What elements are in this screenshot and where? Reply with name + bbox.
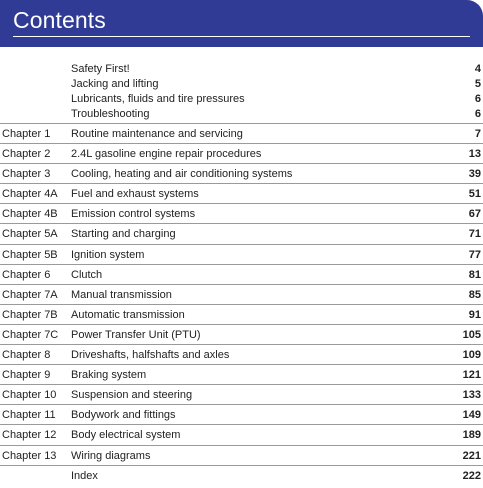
toc-page-number: 189 [462,429,481,442]
toc-entry-title: Clutch [71,268,103,281]
toc-entry-title: Body electrical system [71,429,181,442]
toc-entry-title: Fuel and exhaust systems [71,188,199,201]
toc-entry-title: 2.4L gasoline engine repair procedures [71,148,262,161]
toc-chapter-row[interactable] [0,445,483,465]
toc-page-number: 222 [462,469,481,482]
toc-page-number: 91 [468,308,481,321]
toc-chapter-number: Chapter 2 [2,148,51,161]
banner-underline [13,36,470,37]
toc-entry-title: Manual transmission [71,288,172,301]
toc-page-number: 6 [474,108,481,120]
toc-chapter-row[interactable] [0,344,483,364]
toc-chapter-number: Chapter 6 [2,268,51,281]
toc-chapter-number: Chapter 3 [2,168,51,181]
toc-entry-title: Index [71,469,98,482]
toc-page-number: 77 [468,248,481,261]
toc-entry-title: Power Transfer Unit (PTU) [71,328,201,341]
toc-entry-title: Cooling, heating and air conditioning systems [71,168,293,181]
toc-chapter-row[interactable] [0,404,483,424]
toc-entry-title: Wiring diagrams [71,449,151,462]
toc-chapter-number: Chapter 7A [2,288,58,301]
table-of-contents [0,58,483,485]
toc-chapter-number: Chapter 7C [2,328,59,341]
toc-chapter-row[interactable] [0,324,483,344]
toc-page-number: 133 [462,389,481,402]
toc-page-number: 13 [468,148,481,161]
toc-chapter-number: Chapter 13 [2,449,57,462]
toc-entry-title: Jacking and lifting [71,78,159,90]
toc-chapter-number: Chapter 11 [2,409,56,422]
toc-page-number: 149 [462,409,481,422]
toc-chapter-number: Chapter 9 [2,369,51,382]
toc-entry-title: Suspension and steering [71,389,193,402]
toc-chapter-row[interactable] [0,244,483,264]
toc-entry-title: Starting and charging [71,228,176,241]
contents-banner [0,0,483,47]
toc-page-number: 4 [474,63,481,75]
toc-chapter-row[interactable] [0,223,483,243]
toc-chapter-row[interactable] [0,424,483,444]
toc-chapter-number: Chapter 7B [2,308,58,321]
toc-chapter-number: Chapter 4A [2,188,58,201]
toc-entry-title: Automatic transmission [71,308,185,321]
toc-entry-title: Bodywork and fittings [71,409,176,422]
toc-entry-title: Lubricants, fluids and tire pressures [71,93,245,105]
toc-entry-title: Braking system [71,369,147,382]
toc-page-number: 109 [462,349,481,362]
toc-preface-row[interactable] [0,73,483,88]
toc-chapter-row[interactable] [0,183,483,203]
toc-chapter-row[interactable] [0,163,483,183]
toc-entry-title: Driveshafts, halfshafts and axles [71,349,230,362]
toc-page-number: 39 [468,168,481,181]
toc-page-number: 221 [462,449,481,462]
page-title: Contents [13,7,106,33]
toc-chapter-row[interactable] [0,384,483,404]
toc-entry-title: Emission control systems [71,208,196,221]
toc-page-number: 81 [468,268,481,281]
toc-page-number: 121 [462,369,481,382]
toc-chapter-number: Chapter 5B [2,248,58,261]
toc-chapter-number: Chapter 10 [2,389,57,402]
toc-page-number: 105 [462,328,481,341]
toc-chapter-number: Chapter 5A [2,228,58,241]
toc-index-row[interactable] [0,465,483,485]
toc-chapter-number: Chapter 1 [2,128,51,140]
toc-page-number: 5 [474,78,481,90]
toc-page-number: 71 [468,228,481,241]
toc-entry-title: Routine maintenance and servicing [71,128,243,140]
toc-chapter-row[interactable] [0,143,483,163]
toc-chapter-row[interactable] [0,284,483,304]
toc-chapter-row[interactable] [0,123,483,143]
toc-chapter-row[interactable] [0,364,483,384]
toc-preface-row[interactable] [0,58,483,73]
toc-page-number: 51 [468,188,481,201]
toc-preface-row[interactable] [0,88,483,103]
toc-page-number: 6 [474,93,481,105]
toc-chapter-row[interactable] [0,264,483,284]
toc-chapter-row[interactable] [0,304,483,324]
toc-page-number: 85 [468,288,481,301]
toc-chapter-row[interactable] [0,203,483,223]
toc-chapter-number: Chapter 12 [2,429,57,442]
toc-chapter-number: Chapter 4B [2,208,58,221]
toc-entry-title: Ignition system [71,248,145,261]
toc-chapter-number: Chapter 8 [2,349,51,362]
toc-entry-title: Troubleshooting [71,108,150,120]
toc-entry-title: Safety First! [71,63,130,75]
toc-preface-row[interactable] [0,103,483,118]
toc-page-number: 7 [474,128,481,140]
toc-page-number: 67 [468,208,481,221]
